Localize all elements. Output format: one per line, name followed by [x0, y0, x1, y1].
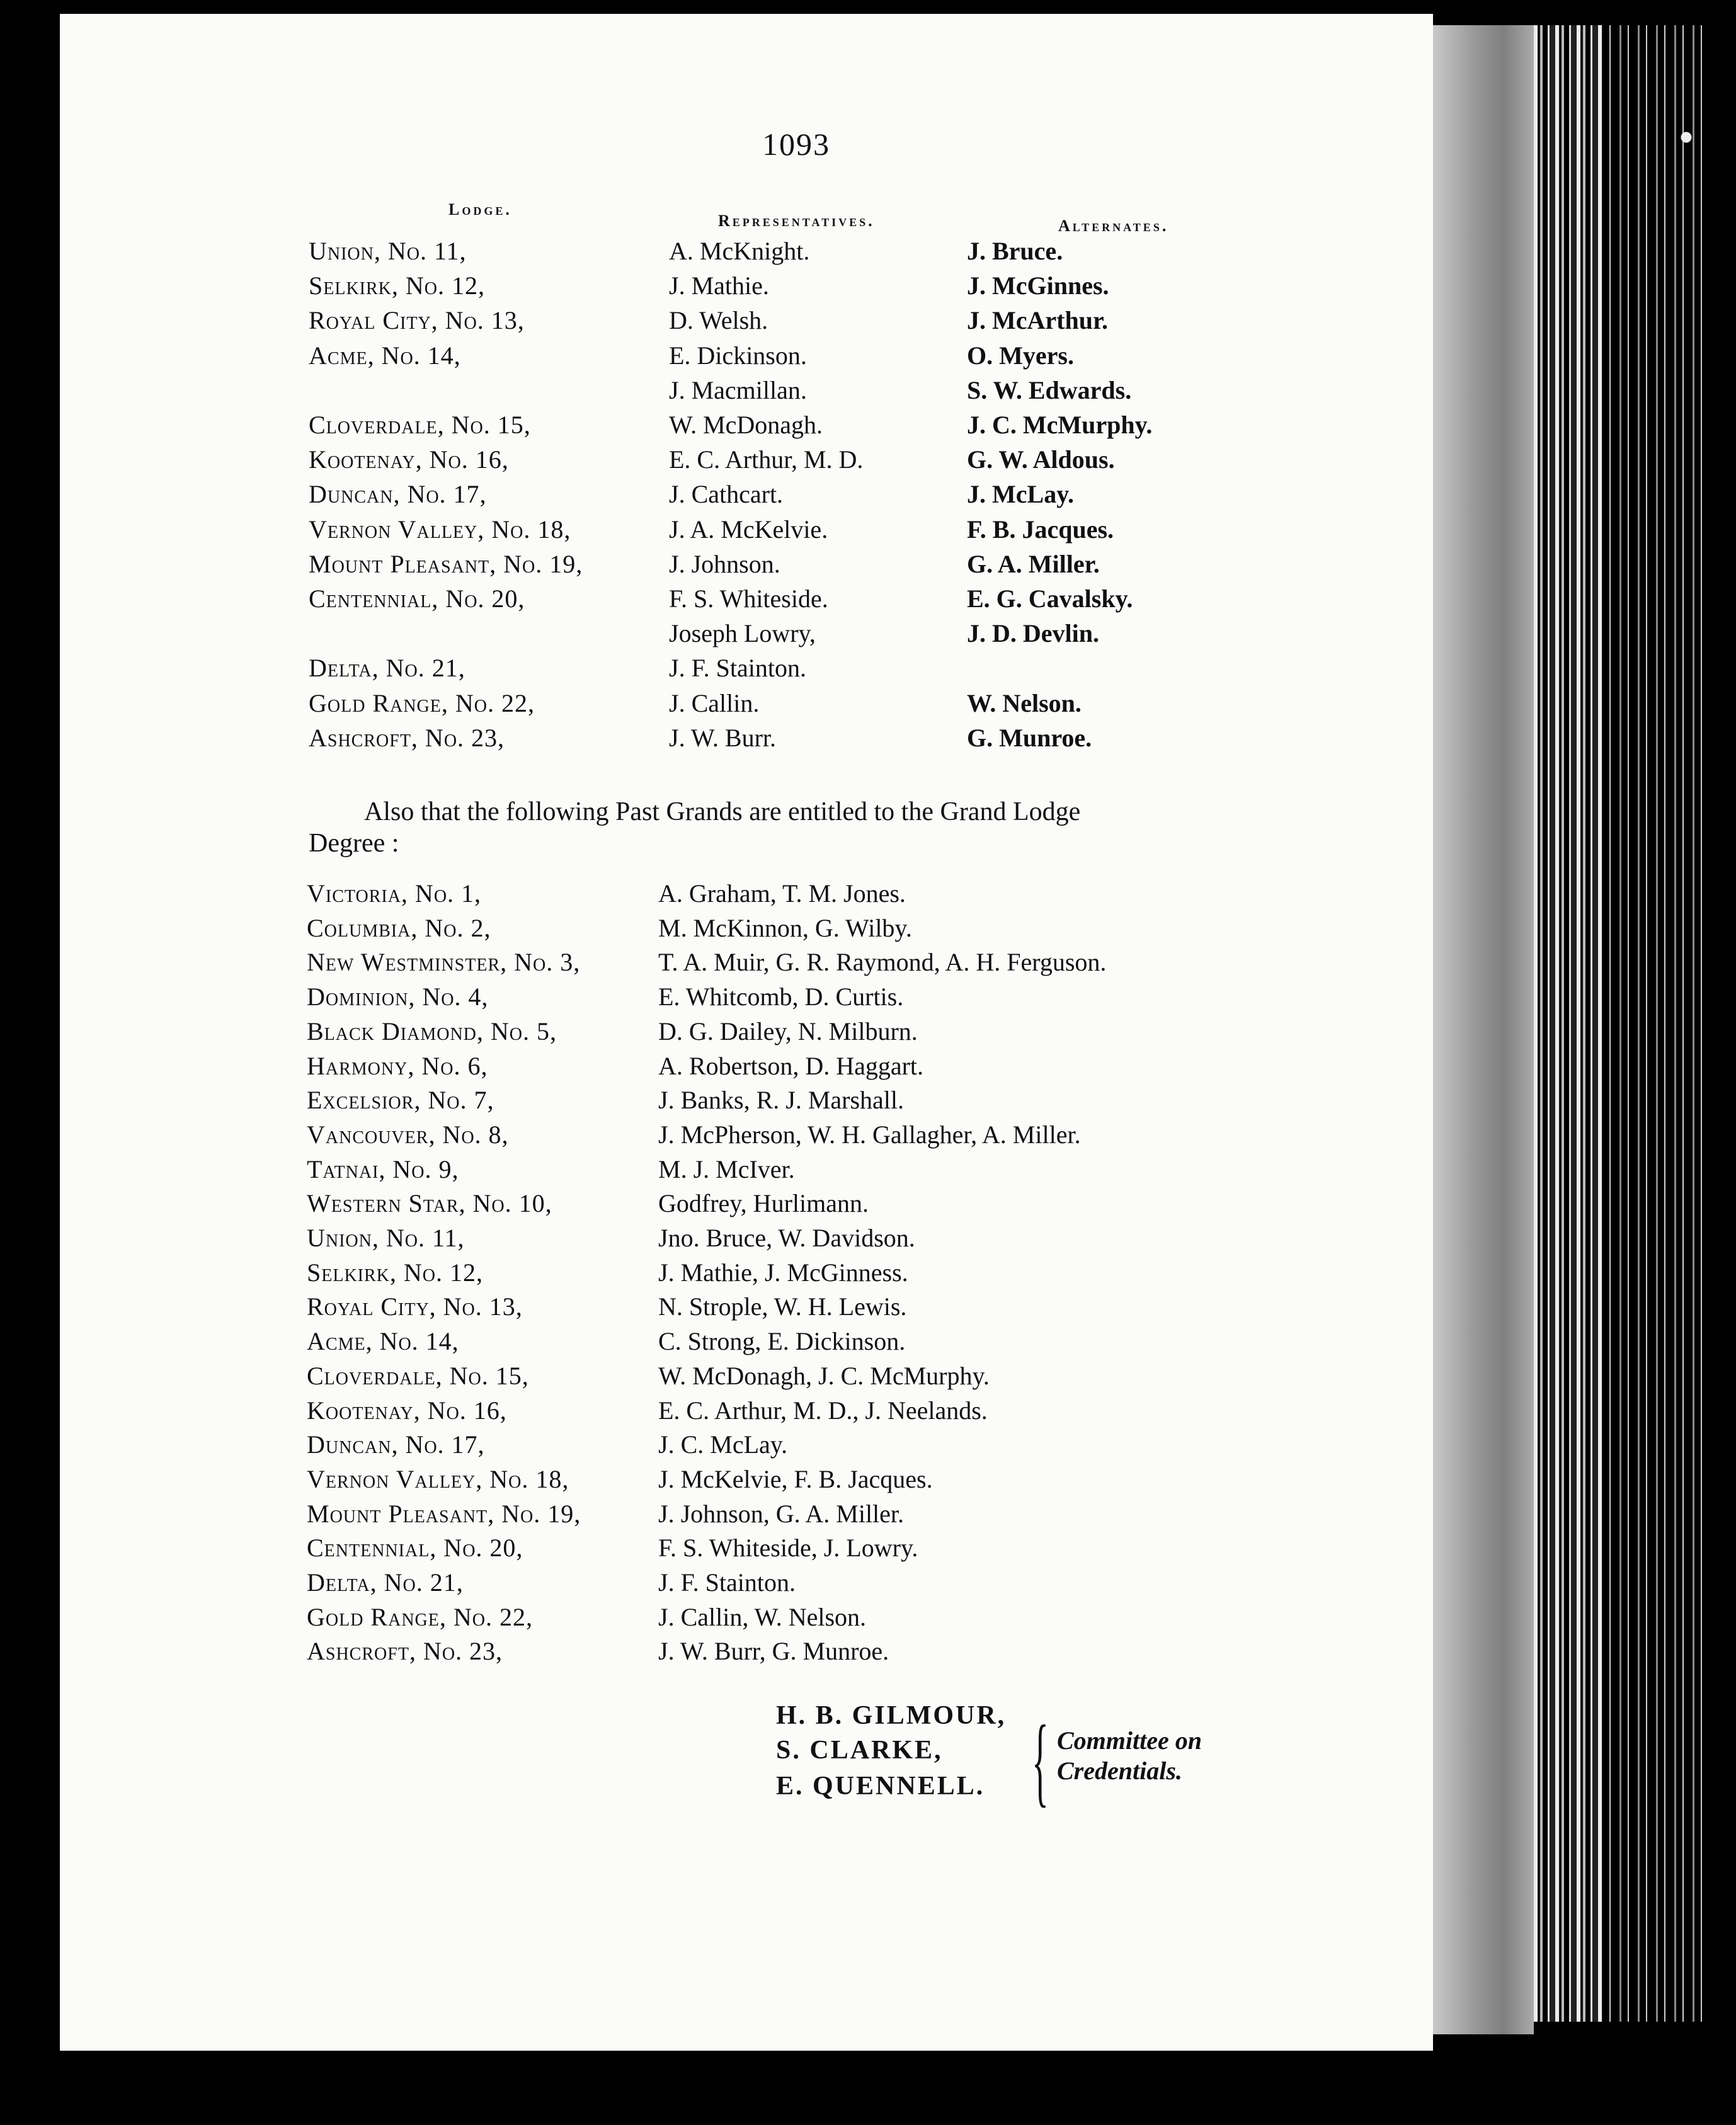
past-grand-row: [0, 1568, 1386, 1602]
lodge-name: Delta, No. 21,: [307, 1568, 464, 1597]
signature-2: S. CLARKE,: [776, 1736, 943, 1765]
rep-row: [0, 584, 1386, 618]
representative-name: Joseph Lowry,: [669, 619, 816, 648]
alternate-name: J. McGinnes.: [967, 271, 1109, 300]
rep-row: [0, 341, 1386, 375]
lodge-name: Centennial, No. 20,: [309, 584, 525, 613]
past-grand-row: [0, 1085, 1386, 1120]
rep-row: [0, 305, 1386, 340]
lodge-name: Union, No. 11,: [309, 237, 467, 265]
lodge-name: Ashcroft, No. 23,: [309, 723, 505, 752]
representative-name: J. Cathcart.: [669, 480, 784, 509]
rep-row: [0, 271, 1386, 305]
past-grand-names: T. A. Muir, G. R. Raymond, A. H. Ferguson.: [658, 948, 1107, 977]
lodge-name: Black Diamond, No. 5,: [307, 1017, 557, 1045]
committee-label-1: Committee on: [1057, 1726, 1202, 1755]
rep-row: [0, 236, 1386, 271]
header-representatives: Representatives.: [718, 212, 875, 230]
representative-name: J. Callin.: [669, 688, 760, 717]
lodge-name: Cloverdale, No. 15,: [309, 411, 531, 439]
rep-row: [0, 723, 1386, 758]
past-grand-names: Godfrey, Hurlimann.: [658, 1189, 869, 1218]
past-grand-names: J. McPherson, W. H. Gallagher, A. Miller.: [658, 1120, 1081, 1149]
representative-name: F. S. Whiteside.: [669, 584, 828, 613]
rep-row: [0, 688, 1386, 723]
past-grand-names: D. G. Dailey, N. Milburn.: [658, 1017, 918, 1045]
representative-name: J. Mathie.: [669, 271, 769, 300]
representative-name: E. C. Arthur, M. D.: [669, 445, 864, 474]
past-grand-names: E. C. Arthur, M. D., J. Neelands.: [658, 1396, 988, 1425]
alternate-name: J. McLay.: [967, 480, 1074, 509]
past-grand-names: J. Callin, W. Nelson.: [658, 1602, 867, 1631]
lodge-name: Harmony, No. 6,: [307, 1051, 488, 1080]
lodge-name: Selkirk, No. 12,: [309, 271, 486, 300]
alternate-name: J. C. McMurphy.: [967, 411, 1153, 439]
lodge-name: Duncan, No. 17,: [307, 1430, 485, 1459]
past-grand-names: J. W. Burr, G. Munroe.: [658, 1637, 889, 1666]
lodge-name: Tatnai, No. 9,: [307, 1154, 459, 1183]
past-grand-row: [0, 1258, 1386, 1292]
past-grand-row: [0, 1361, 1386, 1396]
page-number: 1093: [762, 127, 830, 162]
lodge-name: Western Star, No. 10,: [307, 1189, 552, 1218]
paragraph-line-1: Also that the following Past Grands are entitled to the Grand Lodge: [364, 797, 1081, 826]
past-grand-names: W. McDonagh, J. C. McMurphy.: [658, 1361, 990, 1390]
past-grand-row: [0, 1499, 1386, 1534]
lodge-name: Vancouver, No. 8,: [307, 1120, 509, 1149]
rep-row: [0, 549, 1386, 584]
signature-3: E. QUENNELL.: [776, 1772, 985, 1801]
past-grand-names: M. McKinnon, G. Wilby.: [658, 913, 912, 942]
lodge-name: Mount Pleasant, No. 19,: [309, 549, 583, 578]
past-grand-row: [0, 1326, 1386, 1361]
past-grand-names: J. C. McLay.: [658, 1430, 788, 1459]
lodge-name: Acme, No. 14,: [307, 1327, 459, 1356]
past-grand-names: Jno. Bruce, W. Davidson.: [658, 1224, 915, 1252]
lodge-name: Vernon Valley, No. 18,: [309, 515, 571, 544]
past-grand-row: [0, 879, 1386, 913]
past-grand-names: N. Strople, W. H. Lewis.: [658, 1292, 907, 1321]
lodge-name: Kootenay, No. 16,: [307, 1396, 507, 1425]
lodge-name: Gold Range, No. 22,: [307, 1602, 533, 1631]
lodge-name: Union, No. 11,: [307, 1224, 465, 1252]
lodge-name: Vernon Valley, No. 18,: [307, 1464, 569, 1493]
lodge-name: Excelsior, No. 7,: [307, 1086, 494, 1115]
rep-row: [0, 515, 1386, 549]
past-grand-names: F. S. Whiteside, J. Lowry.: [658, 1534, 918, 1563]
past-grand-row: [0, 982, 1386, 1017]
scan-speck: [1677, 125, 1696, 150]
past-grand-names: J. McKelvie, F. B. Jacques.: [658, 1464, 933, 1493]
past-grand-row: [0, 1636, 1386, 1671]
past-grand-row: [0, 913, 1386, 948]
representative-name: E. Dickinson.: [669, 341, 807, 370]
lodge-name: Delta, No. 21,: [309, 654, 465, 683]
rep-row: [0, 653, 1386, 688]
alternate-name: O. Myers.: [967, 341, 1074, 370]
past-grand-row: [0, 1430, 1386, 1464]
lodge-name: Victoria, No. 1,: [307, 879, 482, 908]
past-grand-row: [0, 1120, 1386, 1154]
past-grand-names: M. J. McIver.: [658, 1154, 795, 1183]
representative-name: A. McKnight.: [669, 237, 810, 265]
past-grand-names: J. F. Stainton.: [658, 1568, 796, 1597]
past-grand-row: [0, 1223, 1386, 1258]
lodge-name: New Westminster, No. 3,: [307, 948, 581, 977]
past-grand-row: [0, 1602, 1386, 1637]
alternate-name: J. McArthur.: [967, 306, 1109, 335]
lodge-name: Kootenay, No. 16,: [309, 445, 509, 474]
paragraph-line-2: Degree :: [309, 829, 399, 858]
lodge-name: Acme, No. 14,: [309, 341, 461, 370]
past-grand-names: J. Banks, R. J. Marshall.: [658, 1086, 904, 1115]
past-grand-names: A. Graham, T. M. Jones.: [658, 879, 906, 908]
alternate-name: W. Nelson.: [967, 688, 1082, 717]
past-grand-names: J. Johnson, G. A. Miller.: [658, 1499, 905, 1528]
past-grand-names: A. Robertson, D. Haggart.: [658, 1051, 924, 1080]
lodge-name: Centennial, No. 20,: [307, 1534, 523, 1563]
past-grand-row: [0, 1533, 1386, 1568]
representative-name: W. McDonagh.: [669, 411, 823, 439]
signature-1: H. B. GILMOUR,: [776, 1701, 1007, 1730]
lodge-name: Selkirk, No. 12,: [307, 1258, 484, 1287]
page-curl-shadow: [1433, 25, 1534, 2034]
past-grand-row: [0, 1154, 1386, 1189]
rep-row: [0, 445, 1386, 479]
past-grand-row: [0, 1396, 1386, 1430]
lodge-name: Duncan, No. 17,: [309, 480, 487, 509]
past-grand-row: [0, 1292, 1386, 1326]
representative-name: J. Macmillan.: [669, 375, 807, 404]
representative-name: D. Welsh.: [669, 306, 768, 335]
alternate-name: G. W. Aldous.: [967, 445, 1115, 474]
alternate-name: S. W. Edwards.: [967, 375, 1132, 404]
past-grand-row: [0, 1017, 1386, 1051]
past-grand-row: [0, 947, 1386, 982]
past-grand-row: [0, 1464, 1386, 1499]
alternate-name: F. B. Jacques.: [967, 515, 1114, 544]
committee-label-2: Credentials.: [1057, 1757, 1182, 1785]
brace-glyph: {: [1032, 1704, 1049, 1816]
past-grand-names: E. Whitcomb, D. Curtis.: [658, 983, 904, 1011]
representative-name: J. A. McKelvie.: [669, 515, 828, 544]
lodge-name: Royal City, No. 13,: [309, 306, 525, 335]
lodge-name: Royal City, No. 13,: [307, 1292, 523, 1321]
rep-row: [0, 410, 1386, 445]
past-grand-names: C. Strong, E. Dickinson.: [658, 1327, 906, 1356]
lodge-name: Columbia, No. 2,: [307, 913, 491, 942]
past-grand-row: [0, 1188, 1386, 1223]
lodge-name: Dominion, No. 4,: [307, 983, 489, 1011]
rep-row: [0, 479, 1386, 514]
alternate-name: G. Munroe.: [967, 723, 1092, 752]
alternate-name: J. Bruce.: [967, 237, 1063, 265]
lodge-name: Cloverdale, No. 15,: [307, 1361, 529, 1390]
lodge-name: Gold Range, No. 22,: [309, 688, 535, 717]
representative-name: J. Johnson.: [669, 549, 780, 578]
past-grand-row: [0, 1051, 1386, 1086]
alternate-name: E. G. Cavalsky.: [967, 584, 1133, 613]
header-lodge: Lodge.: [448, 200, 512, 219]
lodge-name: Ashcroft, No. 23,: [307, 1637, 503, 1666]
book-page-edges-dark: [1603, 25, 1710, 2022]
header-alternates: Alternates.: [1058, 217, 1169, 235]
rep-row: [0, 375, 1386, 410]
lodge-name: Mount Pleasant, No. 19,: [307, 1499, 581, 1528]
alternate-name: G. A. Miller.: [967, 549, 1100, 578]
alternate-name: J. D. Devlin.: [967, 619, 1099, 648]
past-grand-names: J. Mathie, J. McGinness.: [658, 1258, 908, 1287]
rep-row: [0, 618, 1386, 653]
representative-name: J. W. Burr.: [669, 723, 777, 752]
representative-name: J. F. Stainton.: [669, 654, 806, 683]
